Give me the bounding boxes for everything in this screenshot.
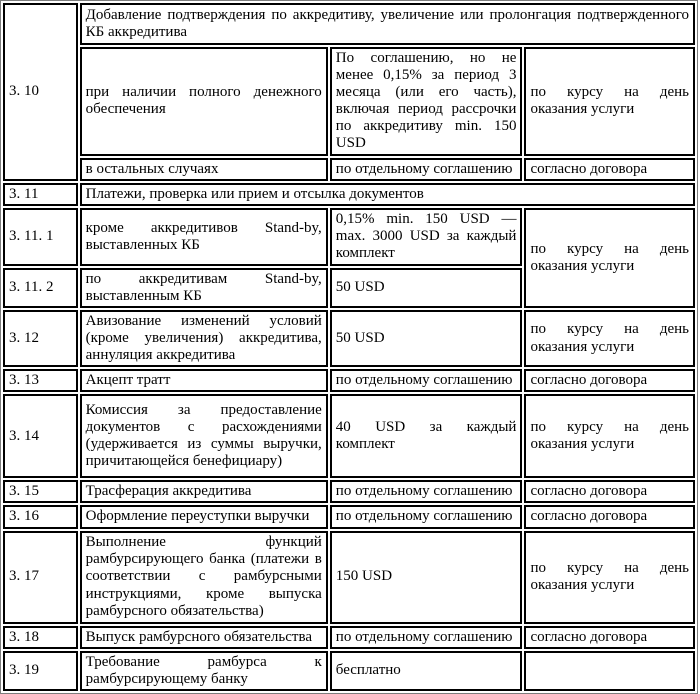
exchange-rate-cell: по курсу на день оказания услуги: [524, 310, 695, 367]
item-number-cell: 3. 17: [3, 531, 78, 624]
service-description-cell: в остальных случаях: [80, 158, 328, 181]
table-row: [3, 626, 695, 649]
item-number-cell: 3. 13: [3, 369, 78, 392]
fee-cell: по отдельному соглашению: [330, 626, 523, 649]
exchange-rate-cell: по курсу на день оказания услуги: [524, 531, 695, 624]
fee-cell: По соглашению, но не менее 0,15% за период 3 месяца (или его часть), включая период рассрочки по аккредитиву min. 150 USD: [330, 47, 523, 156]
table-row: [3, 369, 695, 392]
service-description-cell: по аккредитивам Stand-by, выставленным КБ: [80, 268, 328, 308]
service-description-cell: кроме аккредитивов Stand-by, выставленных КБ: [80, 208, 328, 266]
service-description-cell: Авизование изменений условий (кроме увеличения) аккредитива, аннуляция аккредитива: [80, 310, 328, 367]
exchange-rate-cell: по курсу на день оказания услуги: [524, 47, 695, 156]
section-header-cell: Платежи, проверка или прием и отсылка документов: [80, 183, 695, 206]
service-description-cell: Выполнение функций рамбурсирующего банка (платежи в соответствии с рамбурсными инструкциями, кроме выпуска рамбурсного обязательства): [80, 531, 328, 624]
exchange-rate-cell: согласно договора: [524, 158, 695, 181]
table-row: [3, 480, 695, 503]
item-number-cell: 3. 11: [3, 183, 78, 206]
service-description-cell: Выпуск рамбурсного обязательства: [80, 626, 328, 649]
item-number-cell: 3. 15: [3, 480, 78, 503]
table-row: [3, 394, 695, 478]
exchange-rate-cell: согласно договора: [524, 505, 695, 528]
service-description-cell: Комиссия за предоставление документов с расхождениями (удерживается из суммы выручки, причитающейся бенефициару): [80, 394, 328, 478]
exchange-rate-cell: согласно договора: [524, 626, 695, 649]
item-number-cell: 3. 12: [3, 310, 78, 367]
fee-cell: 50 USD: [330, 268, 523, 308]
exchange-rate-cell: по курсу на день оказания услуги: [524, 208, 695, 308]
fee-cell: 150 USD: [330, 531, 523, 624]
fee-cell: 50 USD: [330, 310, 523, 367]
fee-cell: 0,15% min. 150 USD — max. 3000 USD за каждый комплект: [330, 208, 523, 266]
fee-cell: по отдельному соглашению: [330, 369, 523, 392]
fee-cell: бесплатно: [330, 651, 523, 691]
service-description-cell: Оформление переуступки выручки: [80, 505, 328, 528]
fee-cell: 40 USD за каждый комплект: [330, 394, 523, 478]
exchange-rate-cell: по курсу на день оказания услуги: [524, 394, 695, 478]
table-row: [3, 3, 695, 45]
fee-cell: по отдельному соглашению: [330, 158, 523, 181]
item-number-cell: 3. 19: [3, 651, 78, 691]
item-number-cell: 3. 18: [3, 626, 78, 649]
table-row: [3, 158, 695, 181]
item-number-cell: 3. 11. 1: [3, 208, 78, 266]
exchange-rate-cell: согласно договора: [524, 480, 695, 503]
item-number-cell: 3. 14: [3, 394, 78, 478]
empty-cell: [524, 651, 695, 691]
table-row: [3, 310, 695, 367]
table-row: [3, 651, 695, 691]
exchange-rate-cell: согласно договора: [524, 369, 695, 392]
service-description-cell: Трасферация аккредитива: [80, 480, 328, 503]
table-row: [3, 531, 695, 624]
table-row: [3, 183, 695, 206]
table-row: [3, 505, 695, 528]
service-description-cell: Акцепт тратт: [80, 369, 328, 392]
service-description-cell: при наличии полного денежного обеспечения: [80, 47, 328, 156]
table-row: [3, 208, 695, 266]
item-number-cell: 3. 11. 2: [3, 268, 78, 308]
item-number-cell: 3. 16: [3, 505, 78, 528]
fee-cell: по отдельному соглашению: [330, 480, 523, 503]
table-row: [3, 47, 695, 156]
item-number-cell: 3. 10: [3, 3, 78, 181]
section-header-cell: Добавление подтверждения по аккредитиву, увеличение или пролонгация подтвержденного КБ аккредитива: [80, 3, 695, 45]
service-description-cell: Требование рамбурса к рамбурсирующему банку: [80, 651, 328, 691]
fee-cell: по отдельному соглашению: [330, 505, 523, 528]
